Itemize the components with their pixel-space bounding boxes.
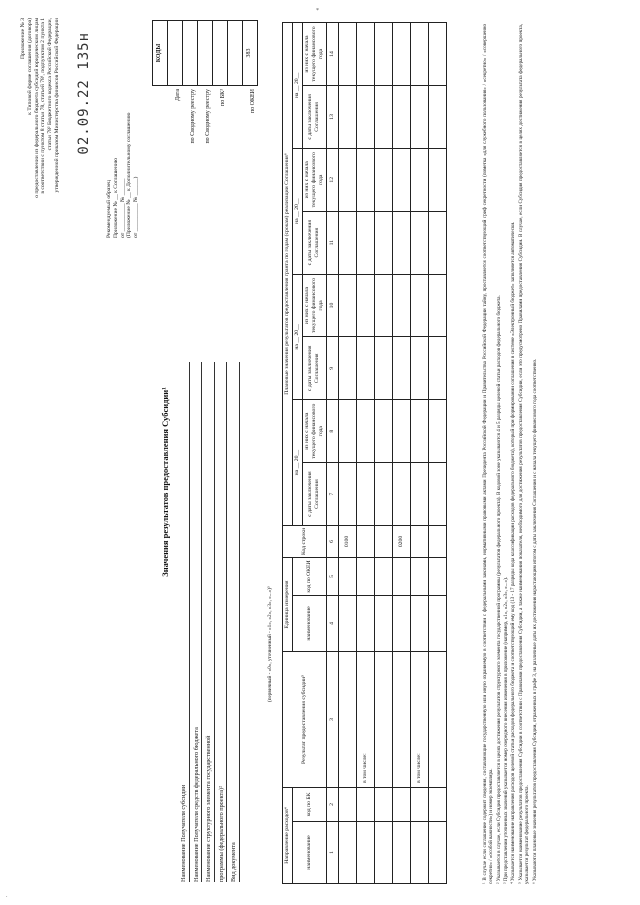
plan-value-cell[interactable] <box>338 274 356 337</box>
page-mark-bottom: . <box>6 893 8 899</box>
results-table-wrap <box>282 22 447 884</box>
direction-name-cell[interactable] <box>428 822 446 884</box>
column-number: 7 <box>326 463 338 526</box>
direction-name-cell[interactable] <box>338 822 356 884</box>
from-date-header: с даты заключения Соглашения <box>302 85 326 148</box>
appendix-line: к Типовой форме соглашения (договора) <box>26 18 33 115</box>
plan-value-cell[interactable] <box>374 23 392 86</box>
footnote: ⁵ Указывается наименование результатов предоставления Субсидии в соответствии с Правилами предоставления Субсидии, а также наименования показателя, необходимого для достижения результатов предоставления Субсидии, если это предусмотрено Правилами предоставления Субсидии. В случае, если Субсидия предоставляется в целях достижения результата федерального проекта, указывается результат федерального проекта. <box>517 24 531 884</box>
column-number: 14 <box>326 23 338 86</box>
plan-value-cell[interactable] <box>374 148 392 211</box>
plan-value-cell[interactable] <box>410 400 428 463</box>
codes-row <box>198 21 213 211</box>
period-header: на __ 20__ <box>292 274 302 400</box>
plan-value-cell[interactable] <box>356 23 374 86</box>
result-cell[interactable]: в том числе: <box>410 651 428 787</box>
column-number: 1 <box>326 822 338 884</box>
codes-value[interactable] <box>228 21 243 86</box>
plan-value-cell[interactable] <box>356 400 374 463</box>
plan-value-cell[interactable] <box>374 337 392 400</box>
plan-value-cell[interactable] <box>338 337 356 400</box>
direction-bk-cell[interactable] <box>338 787 356 821</box>
column-number: 10 <box>326 274 338 337</box>
unit-code-cell[interactable] <box>410 557 428 595</box>
codes-row <box>213 21 228 211</box>
result-header: Результат предоставления субсидии⁵ <box>283 651 327 787</box>
header-field[interactable]: Наименование Получателя субсидии <box>180 362 190 882</box>
appendix-line: о предоставлении из федерального бюджета субсидий юридическим лицам <box>33 18 40 198</box>
plan-value-cell[interactable] <box>428 148 446 211</box>
plan-value-cell[interactable] <box>338 23 356 86</box>
recommended-line: Приложение № __ к Соглашению <box>112 157 119 238</box>
plan-value-cell[interactable] <box>338 148 356 211</box>
plan-value-cell[interactable] <box>356 463 374 526</box>
recommended-line: Рекомендуемый образец <box>106 179 112 238</box>
codes-row <box>183 21 198 211</box>
plan-header: Плановые значения результатов предоставления гранта по годам (срокам) реализации Соглашения⁶ <box>283 23 293 526</box>
plan-value-cell[interactable] <box>428 211 446 274</box>
plan-value-cell[interactable] <box>374 85 392 148</box>
period-header: на __ 20__ <box>292 23 302 149</box>
codes-label: по Сводному реестру <box>205 89 212 144</box>
direction-bk-cell[interactable] <box>410 787 428 821</box>
unit-code-cell[interactable] <box>356 557 374 595</box>
plan-value-cell[interactable] <box>356 274 374 337</box>
codes-label: по БК³ <box>220 89 227 106</box>
footnote: ³ При представлении уточненных значений указывается номер очередного внесения изменения в приложение (например, «1», «2», «3», «...»). <box>503 576 510 884</box>
recommended-line: (Приложение № __ к Дополнительному соглашению <box>126 112 133 238</box>
column-number: 9 <box>326 337 338 400</box>
direction-bk-cell[interactable] <box>392 787 410 821</box>
header-field[interactable]: Наименование структурного элемента государственной <box>205 362 215 882</box>
period-header: на __ 20__ <box>292 400 302 526</box>
direction-bk-header: код по БК <box>292 787 326 821</box>
direction-bk-cell[interactable] <box>374 787 392 821</box>
footnote: ⁴ Указывается наименование направления расходов целевой статьи расходов федерального бюджета и соответствующий ему код (13 - 17 разряды кода классификации расходов федерального бюджета), который при формировании соглашения в системе «Электронный бюджет» заполняется автоматически. <box>510 221 517 884</box>
column-number: 13 <box>326 85 338 148</box>
direction-header: Направление расходов⁴ <box>283 787 293 883</box>
column-number: 3 <box>326 651 338 787</box>
plan-value-cell[interactable] <box>338 463 356 526</box>
footnote: ¹ В случае если соглашение содержит сведения, составляющие государственную или иную охраняемую в соответствии с федеральными законами, нормативными правовыми актами Президента Российской Федерации и Правительства Российской Федерации тайну, проставляется соответствующий гриф секретности (пометка «для служебного пользования» / «секретно» / «совершенно секретно» / «особой важности») и номер экземпляра. <box>482 24 495 884</box>
plan-value-cell[interactable] <box>428 400 446 463</box>
codes-value[interactable] <box>183 21 198 86</box>
row-code-cell <box>374 525 392 557</box>
column-number: 11 <box>326 211 338 274</box>
unit-header: Единица измерения <box>283 557 293 651</box>
recommended-sample-block <box>106 18 140 238</box>
direction-name-cell[interactable] <box>374 822 392 884</box>
direction-name-cell[interactable] <box>410 822 428 884</box>
direction-name-cell[interactable] <box>392 822 410 884</box>
appendix-line: утвержденной приказом Министерства финансов Российской Федерации <box>54 18 61 193</box>
from-date-header: с даты заключения Соглашения <box>302 211 326 274</box>
column-number: 4 <box>326 595 338 651</box>
codes-row <box>168 21 183 211</box>
document-title: Значения результатов предоставления Субсидии¹ <box>160 387 170 577</box>
appendix-line: статьи 78² Бюджетного кодекса Российской Федерации, <box>47 18 54 151</box>
footnotes <box>482 24 539 884</box>
plan-value-cell[interactable] <box>410 463 428 526</box>
plan-value-cell[interactable] <box>428 85 446 148</box>
column-number: 8 <box>326 400 338 463</box>
plan-value-cell[interactable] <box>428 337 446 400</box>
version-note: (первичный - «0», уточненный - «1», «2», «3», «...»)³ <box>267 586 273 702</box>
column-number: 5 <box>326 557 338 595</box>
codes-header: КОДЫ <box>153 21 168 86</box>
from-year-header: из них с начала текущего финансового года <box>302 400 326 463</box>
codes-table <box>152 20 258 210</box>
period-header: на __ 20__ <box>292 148 302 274</box>
plan-value-cell[interactable] <box>356 337 374 400</box>
unit-name-cell[interactable] <box>410 595 428 651</box>
plan-value-cell[interactable] <box>428 23 446 86</box>
plan-value-cell[interactable] <box>410 337 428 400</box>
table-row <box>356 23 374 884</box>
table-row <box>338 23 356 884</box>
from-date-header: с даты заключения Соглашения <box>302 337 326 400</box>
header-field[interactable]: Вид документа <box>230 362 240 882</box>
codes-label: по ОКЕИ <box>250 89 257 114</box>
plan-value-cell[interactable] <box>410 211 428 274</box>
plan-value-cell[interactable] <box>392 85 410 148</box>
from-date-header: с даты заключения Соглашения <box>302 463 326 526</box>
recommended-line: от __________ № ______) <box>133 176 140 238</box>
unit-name-cell[interactable] <box>392 595 410 651</box>
plan-value-cell[interactable] <box>428 463 446 526</box>
unit-name-cell[interactable] <box>374 595 392 651</box>
rotated-document-sheet <box>20 12 620 892</box>
plan-value-cell[interactable] <box>392 23 410 86</box>
direction-name-header: наименование <box>292 822 326 884</box>
codes-box <box>152 20 258 210</box>
table-row <box>374 23 392 884</box>
footnote: ² Указывается в случае, если Субсидия предоставляется в целях достижения результатов структурного элемента государственной программы (результатов федерального проекта). В кодовой зоне указываются 4 и 5 разряды целевой статьи расходов федерального бюджета. <box>495 295 502 884</box>
column-number: 2 <box>326 787 338 821</box>
column-number: 12 <box>326 148 338 211</box>
plan-value-cell[interactable] <box>410 85 428 148</box>
appendix-line: в соответствии с пунктом 8 статьи 78, статьей 78¹, подпунктом 2 пункта 1 <box>40 18 47 194</box>
plan-value-cell[interactable] <box>374 400 392 463</box>
from-year-header: из них с начала текущего финансового года <box>302 274 326 337</box>
plan-value-cell[interactable] <box>410 274 428 337</box>
results-table <box>282 22 447 884</box>
unit-name-cell[interactable] <box>338 595 356 651</box>
from-year-header: из них с начала текущего финансового года <box>302 148 326 211</box>
codes-label: по Сводному реестру <box>190 89 197 144</box>
row-code-cell: 0200 <box>392 525 410 557</box>
codes-label: Дата <box>175 89 182 101</box>
result-cell[interactable] <box>374 651 392 787</box>
recommended-line: от __________ № ______ <box>119 178 126 238</box>
plan-value-cell[interactable] <box>428 274 446 337</box>
plan-value-cell[interactable] <box>356 211 374 274</box>
footnote: ⁶ Указываются плановые значения результатов предоставления Субсидии, отраженных в графе 3, на различные даты их достижения нарастающим итогом с даты заключения Соглашения и с начала текущего финансового года соответственно. <box>531 358 538 884</box>
table-row <box>428 23 446 884</box>
row-code-cell <box>428 525 446 557</box>
table-row <box>410 23 428 884</box>
plan-value-cell[interactable] <box>392 400 410 463</box>
plan-value-cell[interactable] <box>410 23 428 86</box>
from-year-header: из них с начала текущего финансового года <box>302 23 326 86</box>
unit-name-cell[interactable] <box>356 595 374 651</box>
header-field[interactable]: Наименование Получателя средств федерального бюджета <box>193 362 203 882</box>
appendix-line: Приложение № 3 <box>20 18 26 59</box>
plan-value-cell[interactable] <box>338 85 356 148</box>
codes-value[interactable]: 383 <box>243 21 258 86</box>
page-mark-top: * <box>316 8 319 14</box>
row-code-cell: 0100 <box>338 525 356 557</box>
codes-row <box>243 21 258 211</box>
table-row <box>392 23 410 884</box>
result-cell[interactable] <box>392 651 410 787</box>
unit-code-header: код по ОКЕИ <box>292 557 326 595</box>
plan-value-cell[interactable] <box>374 211 392 274</box>
result-cell[interactable] <box>338 651 356 787</box>
plan-value-cell[interactable] <box>374 463 392 526</box>
plan-value-cell[interactable] <box>392 148 410 211</box>
codes-row <box>228 21 243 211</box>
plan-value-cell[interactable] <box>356 148 374 211</box>
plan-value-cell[interactable] <box>410 148 428 211</box>
date-number-stamp: 02.09.22 135н <box>76 32 92 155</box>
header-field[interactable]: программы (федерального проекта)² <box>218 362 228 882</box>
result-cell[interactable]: в том числе: <box>356 651 374 787</box>
plan-value-cell[interactable] <box>392 337 410 400</box>
plan-value-cell[interactable] <box>338 211 356 274</box>
row-code-cell <box>356 525 374 557</box>
unit-code-cell[interactable] <box>392 557 410 595</box>
plan-value-cell[interactable] <box>392 463 410 526</box>
unit-code-cell[interactable] <box>338 557 356 595</box>
codes-value[interactable] <box>198 21 213 86</box>
row-code-cell <box>410 525 428 557</box>
header-fields <box>180 362 243 882</box>
appendix-header <box>20 18 61 368</box>
unit-name-header: наименование <box>292 595 326 651</box>
plan-value-cell[interactable] <box>392 274 410 337</box>
plan-value-cell[interactable] <box>374 274 392 337</box>
codes-value[interactable] <box>213 21 228 86</box>
plan-value-cell[interactable] <box>392 211 410 274</box>
unit-name-cell[interactable] <box>428 595 446 651</box>
unit-code-cell[interactable] <box>374 557 392 595</box>
direction-bk-cell[interactable] <box>428 787 446 821</box>
direction-bk-cell[interactable] <box>356 787 374 821</box>
codes-label <box>228 86 243 211</box>
codes-value[interactable] <box>168 21 183 86</box>
plan-value-cell[interactable] <box>338 400 356 463</box>
plan-value-cell[interactable] <box>356 85 374 148</box>
direction-name-cell[interactable] <box>356 822 374 884</box>
unit-code-cell[interactable] <box>428 557 446 595</box>
row-code-header: Код строки <box>283 525 327 557</box>
column-number: 6 <box>326 525 338 557</box>
result-cell[interactable] <box>428 651 446 787</box>
